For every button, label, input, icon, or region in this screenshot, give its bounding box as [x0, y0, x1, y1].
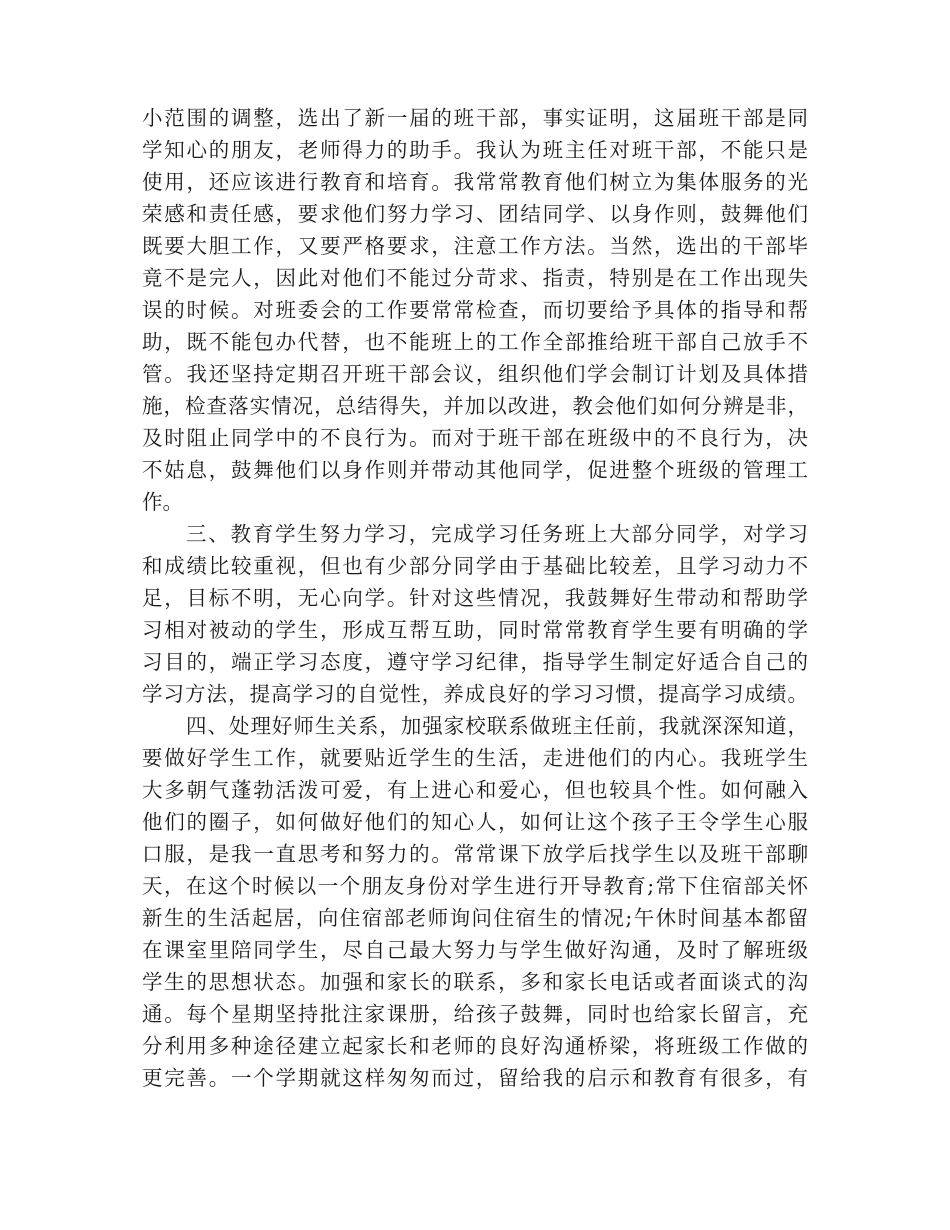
- text-line: 和成绩比较重视，但也有少部分同学由于基础比较差，且学习动力不: [142, 554, 808, 578]
- paragraph-class-cadres: [142, 102, 808, 518]
- text-line: 在课室里陪同学生，尽自己最大努力与学生做好沟通，及时了解班级: [142, 938, 808, 962]
- text-line: 足，目标不明，无心向学。针对这些情况，我鼓舞好生带动和帮助学: [142, 586, 808, 610]
- text-line: 误的时候。对班委会的工作要常常检查，而切要给予具体的指导和帮: [142, 298, 808, 322]
- text-line: 新生的生活起居，向住宿部老师询问住宿生的情况;午休时间基本都留: [142, 906, 808, 930]
- text-line: 他们的圈子，如何做好他们的知心人，如何让这个孩子王令学生心服: [142, 810, 808, 834]
- text-line: 既要大胆工作，又要严格要求，注意工作方法。当然，选出的干部毕: [142, 234, 808, 258]
- text-line: 学习方法，提高学习的自觉性，养成良好的学习习惯，提高学习成绩。: [142, 682, 808, 706]
- text-line: 分利用多种途径建立起家长和老师的良好沟通桥梁，将班级工作做的: [142, 1034, 808, 1058]
- text-line: 竟不是完人，因此对他们不能过分苛求、指责，特别是在工作出现失: [142, 266, 808, 290]
- text-line: 作。: [142, 490, 183, 514]
- text-line: 三、教育学生努力学习，完成学习任务班上大部分同学，对学习: [186, 522, 808, 546]
- text-line: 大多朝气蓬勃活泼可爱，有上进心和爱心，但也较具个性。如何融入: [142, 778, 808, 802]
- paragraph-study: [142, 518, 808, 710]
- text-line: 不姑息，鼓舞他们以身作则并带动其他同学，促进整个班级的管理工: [142, 458, 808, 482]
- text-line: 学生的思想状态。加强和家长的联系，多和家长电话或者面谈式的沟: [142, 970, 808, 994]
- text-line: 四、处理好师生关系，加强家校联系做班主任前，我就深深知道，: [186, 714, 808, 738]
- text-line: 天，在这个时候以一个朋友身份对学生进行开导教育;常下住宿部关怀: [142, 874, 808, 898]
- text-line: 要做好学生工作，就要贴近学生的生活，走进他们的内心。我班学生: [142, 746, 808, 770]
- text-line: 学知心的朋友，老师得力的助手。我认为班主任对班干部，不能只是: [142, 138, 808, 162]
- text-line: 施，检查落实情况，总结得失，并加以改进，教会他们如何分辨是非，: [142, 394, 808, 418]
- text-line: 荣感和责任感，要求他们努力学习、团结同学、以身作则，鼓舞他们: [142, 202, 808, 226]
- text-line: 更完善。一个学期就这样匆匆而过，留给我的启示和教育有很多，有: [142, 1066, 808, 1090]
- text-line: 助，既不能包办代替，也不能班上的工作全部推给班干部自己放手不: [142, 330, 808, 354]
- text-line: 习目的，端正学习态度，遵守学习纪律，指导学生制定好适合自己的: [142, 650, 808, 674]
- text-line: 小范围的调整，选出了新一届的班干部，事实证明，这届班干部是同: [142, 106, 808, 130]
- paragraph-teacher-student: [142, 710, 808, 1094]
- text-line: 口服，是我一直思考和努力的。常常课下放学后找学生以及班干部聊: [142, 842, 808, 866]
- text-line: 管。我还坚持定期召开班干部会议，组织他们学会制订计划及具体措: [142, 362, 808, 386]
- text-line: 通。每个星期坚持批注家课册，给孩子鼓舞，同时也给家长留言，充: [142, 1002, 808, 1026]
- text-line: 及时阻止同学中的不良行为。而对于班干部在班级中的不良行为，决: [142, 426, 808, 450]
- document-page: [142, 102, 808, 1094]
- text-line: 习相对被动的学生，形成互帮互助，同时常常教育学生要有明确的学: [142, 618, 808, 642]
- text-line: 使用，还应该进行教育和培育。我常常教育他们树立为集体服务的光: [142, 170, 808, 194]
